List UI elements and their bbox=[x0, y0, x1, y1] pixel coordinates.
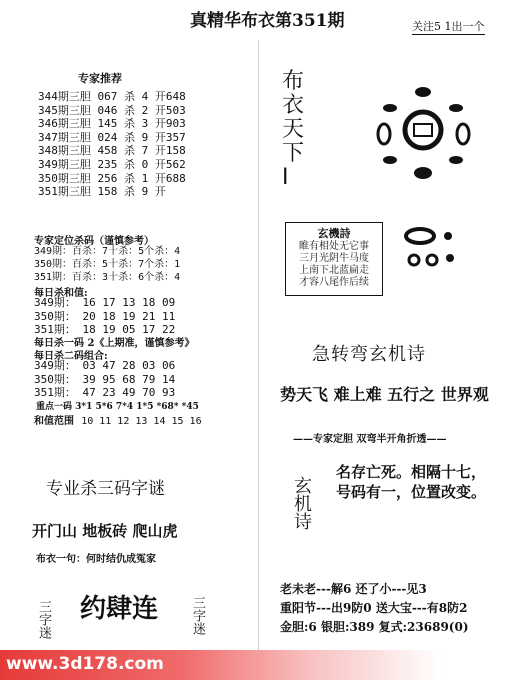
watermark-url: www.3d178.com bbox=[6, 654, 164, 674]
buyi-char: 天 bbox=[282, 117, 305, 142]
kill-code-row: 349期：百杀：7十杀：5个杀：4 bbox=[34, 246, 181, 257]
daily-kill-row: 349期： 16 17 13 18 09 bbox=[34, 296, 176, 309]
buyi-stack bbox=[282, 70, 304, 190]
riddle-right-label: 三字迷 bbox=[190, 596, 205, 635]
xuanji-line: 才容八尾作后续 bbox=[299, 277, 369, 288]
focus-codes: 重点一码 3*1 5*6 7*4 1*5 *68* *45 bbox=[36, 402, 199, 412]
kill-code-row: 350期：百杀：5十杀：7个杀：1 bbox=[34, 259, 181, 270]
expert-pick-row: 345期三胆 046 杀 2 开503 bbox=[38, 103, 186, 117]
daily-kill-two-row: 350期： 39 95 68 79 14 bbox=[34, 372, 176, 386]
expert-picks-title: 专家推荐 bbox=[78, 72, 122, 85]
riddle-title: 专业杀三码字谜 bbox=[46, 479, 165, 499]
buyi-char: I bbox=[282, 165, 289, 190]
bottom-lines bbox=[280, 580, 469, 637]
expert-pick-row: 346期三胆 145 杀 3 开903 bbox=[38, 117, 186, 131]
riddle-left-label: 三字迷 bbox=[36, 600, 51, 639]
daily-kill-list bbox=[34, 296, 175, 337]
sum-range-label: 和值范围 bbox=[34, 416, 74, 427]
page-title: 真精华布衣第351期 bbox=[190, 11, 345, 31]
xuanji-box bbox=[285, 222, 383, 296]
expert-pick-row: 349期三胆 235 杀 0 开562 bbox=[38, 157, 186, 171]
expert-pick-row: 348期三胆 458 杀 7 开158 bbox=[38, 144, 186, 158]
buyi-char: 布 bbox=[282, 69, 305, 94]
expert-banner: ——专家定胆 双弯半开角折透—— bbox=[293, 434, 447, 445]
buyi-label bbox=[282, 70, 304, 190]
expert-pick-row: 347期三胆 024 杀 9 开357 bbox=[38, 130, 186, 144]
poem-label: 玄机诗 bbox=[291, 476, 312, 530]
xuanji-line: 睢有相处无它事 bbox=[299, 241, 369, 252]
bottom-line: 重阳节---出9防0 送大宝---有8防2 bbox=[280, 601, 468, 615]
daily-kill-title: 每日杀和值: bbox=[34, 288, 88, 299]
column-divider bbox=[258, 40, 259, 650]
slogan: 急转弯玄机诗 bbox=[312, 344, 426, 365]
xuanji-line: 三月光阴牛马度 bbox=[299, 253, 369, 264]
xuanji-title: 玄機詩 bbox=[317, 227, 351, 240]
buyi-char: 下 bbox=[282, 141, 305, 166]
expert-pick-row: 351期三胆 158 杀 9 开 bbox=[38, 185, 166, 199]
daily-kill-row: 350期： 20 18 19 21 11 bbox=[34, 309, 176, 323]
hard-line: 势天飞 难上难 五行之 世界观 bbox=[280, 385, 489, 404]
daily-kill-two-row: 349期： 03 47 28 03 06 bbox=[34, 359, 176, 372]
kill-codes-title: 专家定位杀码（谨慎参考） bbox=[34, 236, 154, 247]
daily-kill-two-title: 每日杀二码组合: bbox=[34, 351, 108, 362]
poem-line: 名存亡死。相隔十七， bbox=[336, 463, 487, 481]
daily-kill-two-list bbox=[34, 359, 175, 400]
sum-range bbox=[34, 412, 202, 427]
buyi-char: 衣 bbox=[282, 93, 305, 118]
daily-kill-one-title: 每日杀一码 2《上期准，谨慎参考》 bbox=[34, 338, 195, 349]
expert-pick-row: 344期三胆 067 杀 4 开648 bbox=[38, 90, 186, 103]
riddle-center: 约肆连 bbox=[80, 594, 159, 624]
daily-kill-two-row: 351期： 47 23 49 70 93 bbox=[34, 386, 176, 400]
daily-kill-row: 351期： 18 19 05 17 22 bbox=[34, 323, 176, 337]
coin-cluster-icon bbox=[396, 222, 468, 274]
xuanji-line: 上南下北蓝扁走 bbox=[299, 265, 369, 276]
sum-range-values: 10 11 12 13 14 15 16 bbox=[81, 416, 202, 427]
watermark-bar bbox=[0, 650, 520, 680]
bottom-line: 金胆:6 银胆:389 复式:23689(0) bbox=[280, 620, 469, 634]
riddle-phrases: 开门山 地板砖 爬山虎 bbox=[32, 522, 178, 540]
kill-code-row: 351期：百杀：3十杀：6个杀：4 bbox=[34, 272, 181, 283]
riddle-line: 布衣一句：何时结仇成冤家 bbox=[36, 554, 156, 565]
xuanji-lines bbox=[286, 241, 382, 289]
poem-lines bbox=[336, 462, 486, 502]
expert-picks-list bbox=[38, 90, 186, 199]
follow-note: 关注5 1出一个 bbox=[412, 20, 485, 33]
kill-codes-list bbox=[34, 245, 180, 284]
coin-figure-icon bbox=[368, 78, 488, 188]
expert-pick-row: 350期三胆 256 杀 1 开688 bbox=[38, 171, 186, 185]
bottom-line: 老未老---解6 还了小---见3 bbox=[280, 582, 427, 596]
poem-line: 号码有一，位置改变。 bbox=[336, 483, 487, 501]
